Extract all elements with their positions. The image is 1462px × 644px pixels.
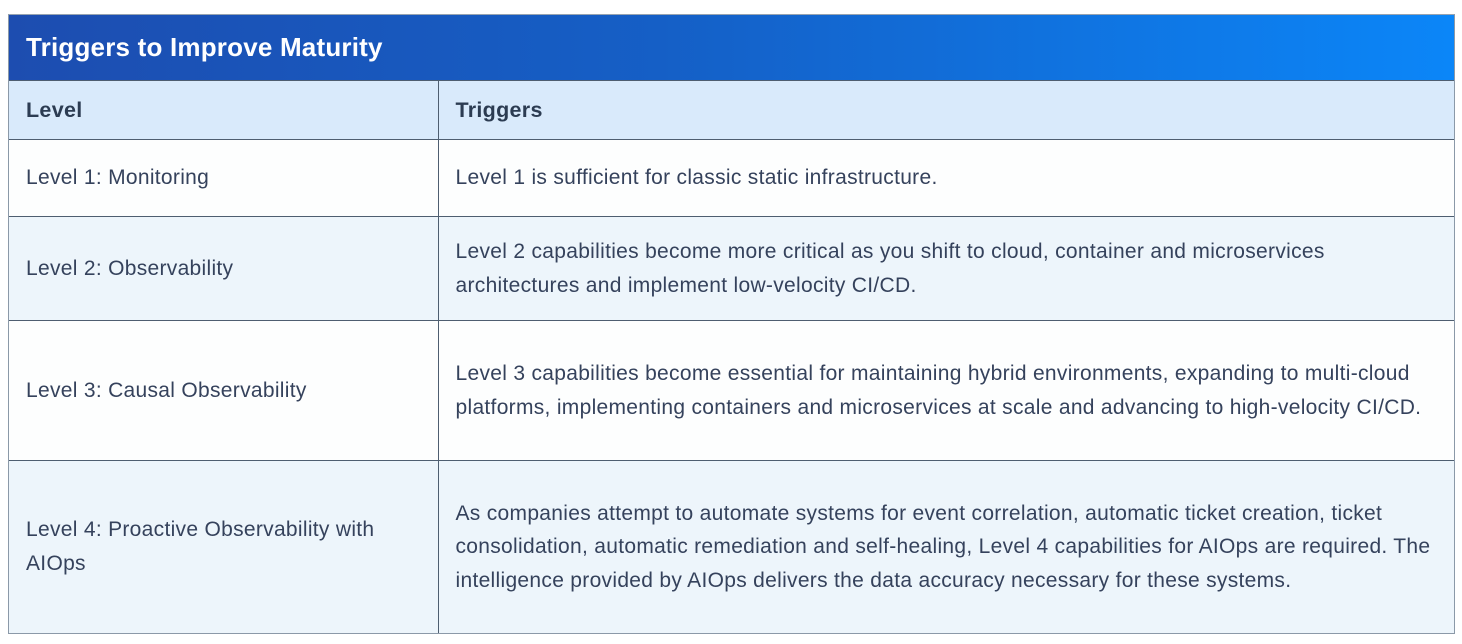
column-header-triggers: Triggers (438, 81, 1454, 140)
table-row-level-1 (9, 140, 1454, 217)
level-cell: Level 1: Monitoring (9, 140, 438, 217)
card-title-bar (9, 15, 1454, 80)
table-row-level-4 (9, 461, 1454, 633)
maturity-triggers-table (9, 80, 1454, 633)
level-cell: Level 3: Causal Observability (9, 321, 438, 461)
table-row-level-3 (9, 321, 1454, 461)
level-cell: Level 2: Observability (9, 217, 438, 321)
trigger-cell: Level 3 capabilities become essential for maintaining hybrid environments, expanding to multi-cloud platforms, implementing containers and microservices at scale and advancing to high-velocity CI/CD. (438, 321, 1454, 461)
maturity-triggers-card (8, 14, 1455, 634)
column-header-row (9, 81, 1454, 140)
trigger-cell: As companies attempt to automate systems for event correlation, automatic ticket creation, ticket consolidation, automatic remediation and self-healing, Level 4 capabilities for AIOps are required. The intelligence provided by AIOps delivers the data accuracy necessary for these systems. (438, 461, 1454, 633)
trigger-cell: Level 1 is sufficient for classic static infrastructure. (438, 140, 1454, 217)
trigger-cell: Level 2 capabilities become more critical as you shift to cloud, container and microservices architectures and implement low-velocity CI/CD. (438, 217, 1454, 321)
level-cell: Level 4: Proactive Observability with AIOps (9, 461, 438, 633)
card-title: Triggers to Improve Maturity (26, 32, 383, 62)
column-header-level: Level (9, 81, 438, 140)
table-row-level-2 (9, 217, 1454, 321)
